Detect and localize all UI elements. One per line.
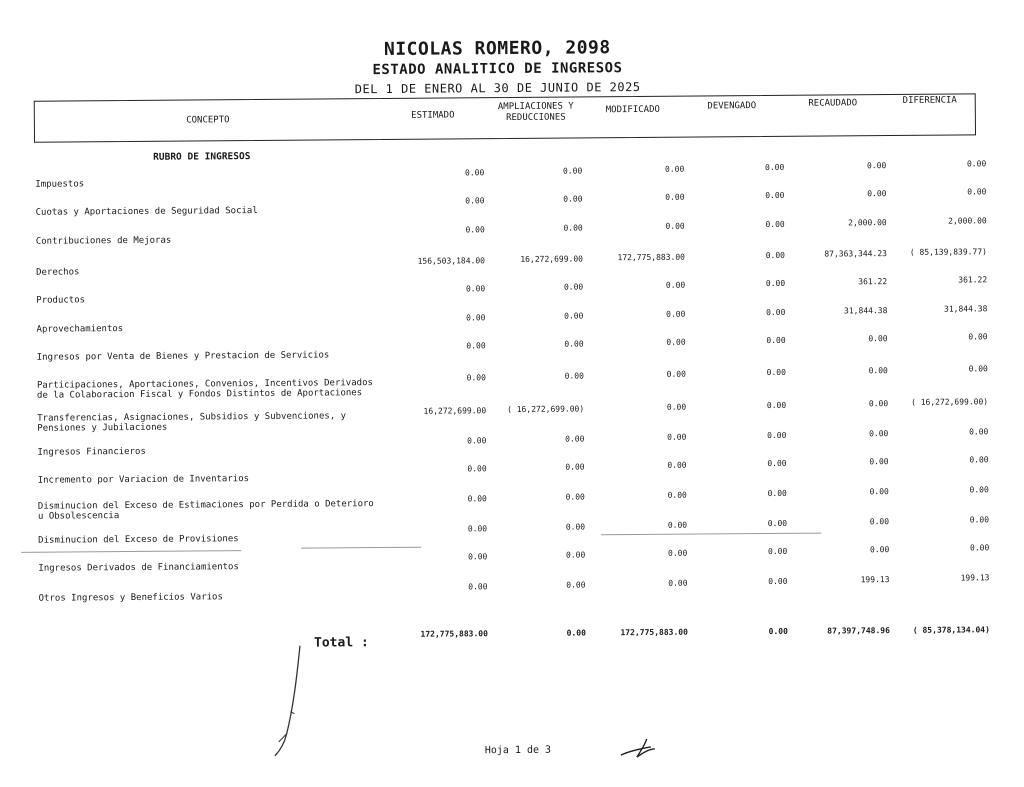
cell-recaudado: 0.00	[868, 399, 889, 409]
row-concept-line2: de la Colaboracion Fiscal y Fondos Distintos de Aportaciones	[36, 388, 363, 401]
cell-recaudado: 0.00	[868, 366, 888, 376]
row-concept	[36, 206, 258, 218]
cell-diferencia: 0.00	[969, 515, 990, 525]
cell-diferencia: 31,844.38	[943, 304, 988, 314]
cell-modificado: 0.00	[666, 337, 686, 347]
cell-modificado: 0.00	[668, 578, 688, 588]
cell-ampliaciones: 0.00	[565, 492, 585, 502]
cell-estimado: 0.00	[468, 582, 488, 592]
cell-devengado: 0.00	[765, 278, 786, 289]
cell-ampliaciones: 0.00	[565, 434, 585, 444]
cell-devengado: 0.00	[766, 367, 786, 377]
cell-estimado: 0.00	[464, 168, 485, 178]
cell-recaudado: 0.00	[869, 457, 889, 467]
row-concept	[37, 350, 330, 362]
page-number: Hoja 1 de 3	[484, 744, 552, 757]
cell-estimado: 0.00	[467, 464, 487, 474]
cell-diferencia: 0.00	[969, 543, 990, 553]
cell-recaudado: 361.22	[858, 277, 888, 287]
cell-recaudado: 31,844.38	[843, 306, 888, 316]
cell-estimado: 0.00	[467, 436, 487, 446]
row-concept	[36, 295, 85, 305]
cell-devengado: 0.00	[765, 190, 785, 201]
row-concept-line2: u Obsolescencia	[37, 511, 120, 522]
cell-ampliaciones: 0.00	[563, 223, 583, 233]
row-concept	[36, 324, 123, 335]
total-devengado: 0.00	[768, 626, 788, 636]
row-concept	[35, 179, 84, 189]
col-modificado: MODIFICADO	[605, 104, 660, 116]
report-period: DEL 1 DE ENERO AL 30 DE JUNIO DE 2025	[354, 79, 641, 97]
cell-modificado: 0.00	[664, 164, 685, 174]
cell-ampliaciones: ( 16,272,699.00)	[507, 404, 585, 415]
cell-modificado: 0.00	[665, 280, 686, 290]
cell-estimado: 0.00	[466, 373, 486, 383]
row-concept	[39, 592, 223, 603]
row-concept	[36, 267, 79, 277]
cell-diferencia: 0.00	[966, 159, 987, 169]
total-diferencia: ( 85,378,134.04)	[912, 625, 990, 635]
cell-modificado: 0.00	[667, 490, 687, 500]
report-title: ESTADO ANALITICO DE INGRESOS	[372, 60, 623, 79]
cell-ampliaciones: 0.00	[564, 311, 584, 321]
cell-modificado: 172,775,883.00	[617, 252, 685, 263]
col-diferencia: DIFERENCIA	[902, 95, 957, 106]
cell-modificado: 0.00	[666, 369, 686, 379]
cell-diferencia: 0.00	[967, 187, 987, 197]
cell-estimado: 0.00	[465, 284, 486, 294]
scan-noise	[601, 533, 821, 536]
row-concept-line1: Disminucion del Exceso de Estimaciones por Perdida o Deterioro	[37, 499, 374, 512]
cell-estimado: 0.00	[467, 494, 487, 504]
cell-estimado: 0.00	[467, 524, 488, 534]
cell-ampliaciones: 0.00	[566, 580, 586, 590]
cell-recaudado: 0.00	[866, 161, 887, 171]
col-devengado: DEVENGADO	[707, 101, 757, 112]
cell-diferencia: 2,000.00	[948, 216, 987, 226]
cell-ampliaciones: 0.00	[564, 371, 584, 381]
cell-diferencia: 0.00	[968, 364, 988, 374]
cell-estimado: 0.00	[465, 225, 485, 235]
row-concept-line1: Ingresos Derivados de Financiamientos	[38, 562, 239, 574]
cell-diferencia: 199.13	[960, 573, 990, 583]
cell-recaudado: 0.00	[869, 545, 890, 555]
cell-ampliaciones: 0.00	[563, 282, 584, 292]
row-concept	[38, 562, 239, 574]
initial-mark	[619, 737, 659, 761]
cell-ampliaciones: 0.00	[562, 166, 583, 176]
cell-devengado: 0.00	[766, 307, 786, 318]
row-concept	[37, 447, 145, 458]
col-recaudado: RECAUDADO	[808, 98, 858, 109]
cell-ampliaciones: 0.00	[565, 462, 585, 472]
row-concept-line1: Transferencias, Asignaciones, Subsidios y Subvenciones, y	[37, 411, 347, 424]
cell-devengado: 0.00	[767, 458, 787, 468]
row-concept	[38, 534, 239, 546]
row-concept-line1: Otros Ingresos y Beneficios Varios	[38, 592, 223, 604]
cell-recaudado: 0.00	[868, 334, 888, 344]
cell-estimado: 16,272,699.00	[423, 406, 487, 416]
scan-noise	[21, 550, 241, 553]
cell-devengado: 0.00	[767, 488, 787, 498]
cell-diferencia: 0.00	[969, 427, 989, 437]
cell-recaudado: 0.00	[867, 189, 887, 199]
row-concept-line1: Impuestos	[35, 179, 85, 190]
cell-ampliaciones: 0.00	[565, 550, 586, 560]
cell-recaudado: 0.00	[869, 487, 889, 497]
cell-devengado: 0.00	[767, 430, 787, 440]
row-concept	[37, 411, 346, 433]
row-concept-line1: Productos	[36, 295, 86, 306]
cell-modificado: 0.00	[667, 460, 687, 470]
cell-estimado: 0.00	[468, 552, 488, 562]
cell-diferencia: 0.00	[968, 332, 988, 342]
cell-recaudado: 0.00	[869, 429, 889, 439]
cell-diferencia: 0.00	[969, 485, 989, 495]
row-concept-line1: Cuotas y Aportaciones de Seguridad Social	[35, 205, 258, 218]
entity-title: NICOLAS ROMERO, 2098	[383, 37, 611, 60]
col-ampliaciones-line2: REDUCCIONES	[506, 112, 566, 124]
cell-modificado: 0.00	[666, 309, 686, 319]
col-estimado: ESTIMADO	[411, 110, 455, 121]
cell-modificado: 0.00	[667, 548, 688, 558]
col-ampliaciones	[476, 101, 596, 124]
section-title: RUBRO DE INGRESOS	[153, 151, 251, 163]
row-concept-line1: Disminucion del Exceso de Provisiones	[38, 534, 239, 546]
row-concept	[37, 378, 373, 401]
cell-diferencia: 361.22	[958, 275, 988, 285]
row-concept-line1: Aprovechamientos	[36, 324, 124, 335]
cell-modificado: 0.00	[665, 221, 685, 231]
scan-noise	[301, 547, 421, 549]
col-ampliaciones-line1: AMPLIACIONES Y	[497, 101, 574, 113]
cell-devengado: 0.00	[765, 250, 785, 261]
row-concept-line2: Pensiones y Jubilaciones	[37, 422, 168, 434]
cell-estimado: 0.00	[466, 341, 486, 351]
cell-devengado: 0.00	[765, 219, 785, 230]
cell-recaudado: 0.00	[869, 517, 890, 527]
cell-recaudado: 2,000.00	[848, 218, 887, 228]
cell-devengado: 0.00	[764, 162, 785, 173]
cell-ampliaciones: 0.00	[564, 339, 584, 349]
row-concept-line1: Ingresos Financieros	[37, 446, 146, 458]
row-concept-line1: Contribuciones de Mejoras	[35, 235, 172, 247]
col-concepto: CONCEPTO	[186, 115, 230, 126]
row-concept	[38, 499, 374, 522]
total-recaudado: 87,397,748.96	[827, 626, 890, 636]
cell-devengado: 0.00	[766, 400, 787, 410]
cell-modificado: 0.00	[665, 192, 685, 202]
cell-devengado: 0.00	[768, 576, 788, 586]
cell-ampliaciones: 0.00	[563, 194, 583, 204]
cell-devengado: 0.00	[767, 518, 788, 528]
cell-modificado: 0.00	[666, 402, 687, 412]
cell-diferencia: 0.00	[969, 455, 989, 465]
cell-ampliaciones: 0.00	[565, 522, 586, 532]
total-modificado: 172,775,883.00	[620, 627, 688, 638]
cell-recaudado: 199.13	[860, 575, 890, 585]
cell-modificado: 0.00	[667, 520, 688, 530]
total-ampliaciones: 0.00	[566, 628, 586, 638]
total-label: Total :	[313, 635, 369, 651]
cell-ampliaciones: 16,272,699.00	[520, 254, 584, 264]
cell-modificado: 0.00	[667, 432, 687, 442]
signature-mark	[264, 642, 315, 762]
total-estimado: 172,775,883.00	[420, 629, 488, 639]
row-concept	[38, 474, 249, 486]
cell-recaudado: 87,363,344.23	[824, 249, 887, 259]
row-concept-line1: Ingresos por Venta de Bienes y Prestacion de Servicios	[36, 350, 330, 363]
row-concept-line1: Incremento por Variacion de Inventarios	[37, 474, 250, 486]
row-concept	[36, 236, 172, 247]
cell-estimado: 156,503,184.00	[417, 256, 486, 266]
row-concept-line1: Derechos	[36, 267, 80, 278]
row-concept-line1: Participaciones, Aportaciones, Convenios, Incentivos Derivados	[36, 378, 373, 391]
cell-estimado: 0.00	[466, 313, 486, 323]
cell-diferencia: ( 16,272,699.00)	[911, 397, 989, 407]
cell-devengado: 0.00	[766, 335, 786, 346]
cell-diferencia: ( 85,139,839.77)	[909, 247, 987, 257]
cell-devengado: 0.00	[767, 546, 788, 556]
cell-estimado: 0.00	[465, 196, 485, 206]
